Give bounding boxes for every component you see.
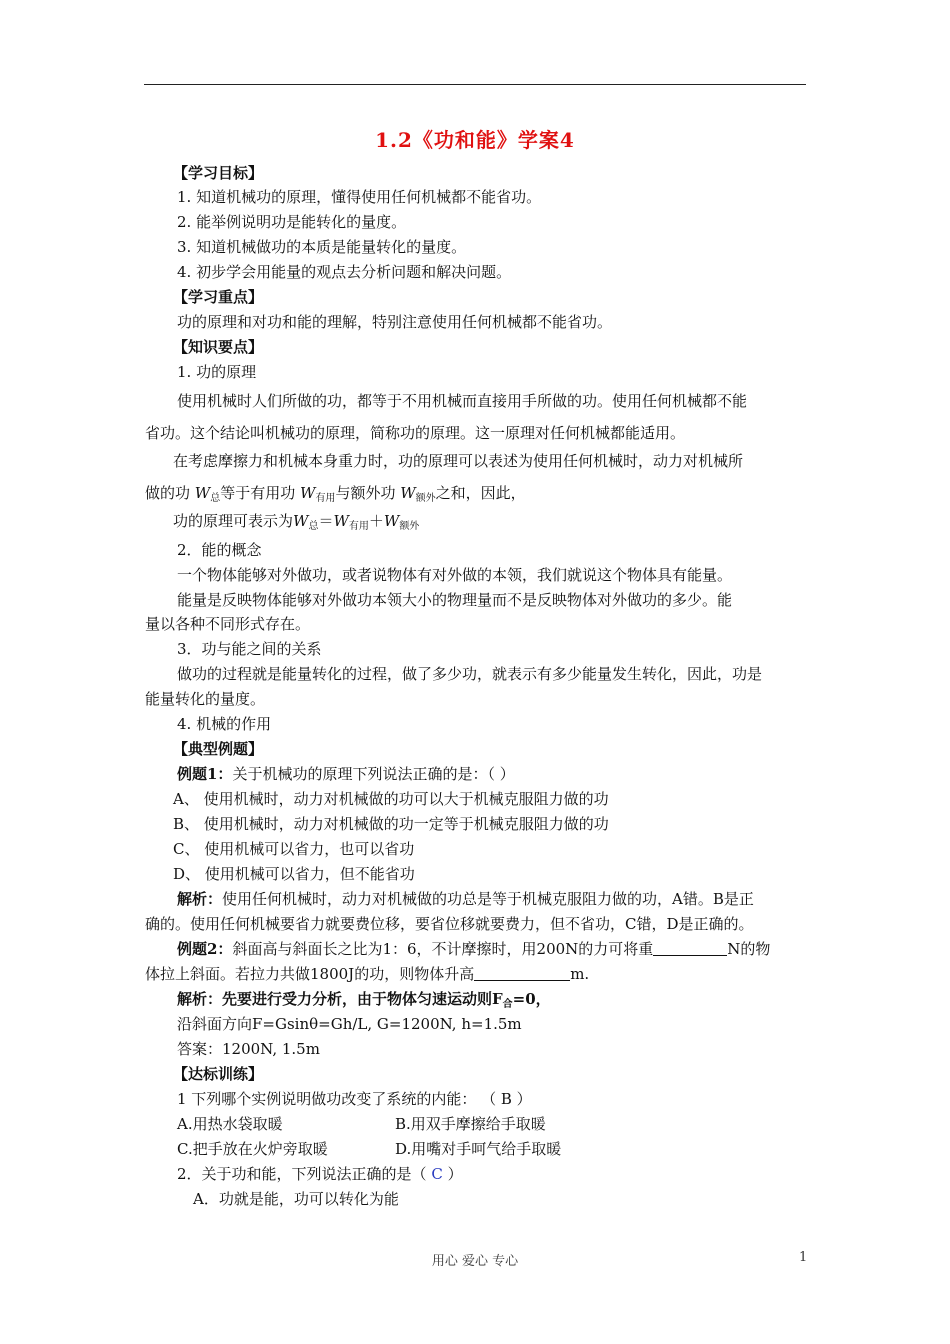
example-1-analysis: 解析：使用任何机械时，动力对机械做的功总是等于机械克服阻力做的功，A错。B是正 — [177, 890, 754, 908]
section-training: 【达标训练】 — [173, 1065, 264, 1083]
knowledge-heading-4: 4. 机械的作用 — [177, 715, 272, 733]
goal-item: 1. 知道机械功的原理，懂得使用任何机械都不能省功。 — [177, 188, 542, 206]
header-rule — [144, 84, 806, 85]
paragraph-line: 能量转化的量度。 — [145, 690, 266, 708]
answer-line: 答案：1200N, 1.5m — [177, 1040, 320, 1058]
paragraph-line: 使用机械时人们所做的功，都等于不用机械而直接用手所做的功。使用任何机械都不能 — [177, 392, 748, 410]
page-number: 1 — [799, 1250, 808, 1265]
paragraph-line: 做功的过程就是能量转化的过程，做了多少功，就表示有多少能量发生转化，因此，功是 — [177, 665, 763, 683]
section-knowledge: 【知识要点】 — [173, 338, 264, 356]
section-goals: 【学习目标】 — [173, 164, 264, 182]
training-option: A．功就是能，功可以转化为能 — [193, 1190, 399, 1208]
section-examples: 【典型例题】 — [173, 740, 264, 758]
formula-line: 功的原理可表示为$W_总=W_{有用}+W_{额外}$ — [173, 512, 420, 532]
training-2-question: 2．关于功和能，下列说法正确的是（ C ） — [177, 1165, 463, 1183]
paragraph-line: 在考虑摩擦力和机械本身重力时，功的原理可以表述为使用任何机械时，动力对机械所 — [173, 452, 744, 470]
knowledge-heading-1: 1. 功的原理 — [177, 363, 257, 381]
section-focus: 【学习重点】 — [173, 288, 264, 306]
example-option: B、 使用机械时，动力对机械做的功一定等于机械克服阻力做的功 — [173, 815, 609, 833]
knowledge-heading-3: 3．功与能之间的关系 — [177, 640, 322, 658]
goal-item: 2. 能举例说明功是能转化的量度。 — [177, 213, 407, 231]
page-footer: 用心 爱心 专心 — [431, 1254, 519, 1269]
formula-line: 沿斜面方向F=Gsinθ=Gh/L, G=1200N, h=1.5m — [177, 1015, 522, 1033]
example-2-analysis: 解析：先要进行受力分析，由于物体匀速运动则$F_合=0$， — [177, 990, 551, 1010]
paragraph-line: 一个物体能够对外做功，或者说物体有对外做的本领，我们就说这个物体具有能量。 — [177, 566, 733, 584]
knowledge-heading-2: 2．能的概念 — [177, 541, 262, 559]
page-title: 1.2《功和能》学案4 — [375, 128, 575, 152]
training-option: A.用热水袋取暖 — [177, 1115, 283, 1133]
paragraph-line: 量以各种不同形式存在。 — [145, 615, 311, 633]
example-1-question: 例题1：关于机械功的原理下列说法正确的是：（ ） — [177, 765, 515, 783]
goal-item: 3. 知道机械做功的本质是能量转化的量度。 — [177, 238, 467, 256]
goal-item: 4. 初步学会用能量的观点去分析问题和解决问题。 — [177, 263, 512, 281]
paragraph-line: 体拉上斜面。若拉力共做1800J的功，则物体升高 m. — [145, 965, 590, 983]
example-2-question: 例题2：斜面高与斜面长之比为1：6，不计摩擦时，用200N的力可将重 N的物 — [177, 940, 771, 958]
training-option: C.把手放在火炉旁取暖 — [177, 1140, 328, 1158]
example-option: A、 使用机械时，动力对机械做的功可以大于机械克服阻力做的功 — [173, 790, 609, 808]
example-option: C、 使用机械可以省力，也可以省功 — [173, 840, 415, 858]
paragraph-line: 做的功 $W_总$等于有用功 $W_{有用}$与额外功 $W_{额外}$之和，因此， — [145, 484, 526, 504]
training-option: B.用双手摩擦给手取暖 — [395, 1115, 546, 1133]
answer-blank — [474, 966, 570, 981]
paragraph-line: 能量是反映物体能够对外做功本领大小的物理量而不是反映物体对外做功的多少。能 — [177, 591, 733, 609]
training-1-question: 1 下列哪个实例说明做功改变了系统的内能： （ B ） — [177, 1090, 532, 1108]
example-option: D、 使用机械可以省力，但不能省功 — [173, 865, 415, 883]
training-option: D.用嘴对手呵气给手取暖 — [395, 1140, 562, 1158]
answer-blank — [653, 941, 727, 956]
paragraph-line: 确的。使用任何机械要省力就要费位移，要省位移就要费力，但不省功，C错，D是正确的。 — [145, 915, 754, 933]
focus-text: 功的原理和对功和能的理解，特别注意使用任何机械都不能省功。 — [177, 313, 613, 331]
paragraph-line: 省功。这个结论叫机械功的原理，简称功的原理。这一原理对任何机械都能适用。 — [145, 424, 686, 442]
